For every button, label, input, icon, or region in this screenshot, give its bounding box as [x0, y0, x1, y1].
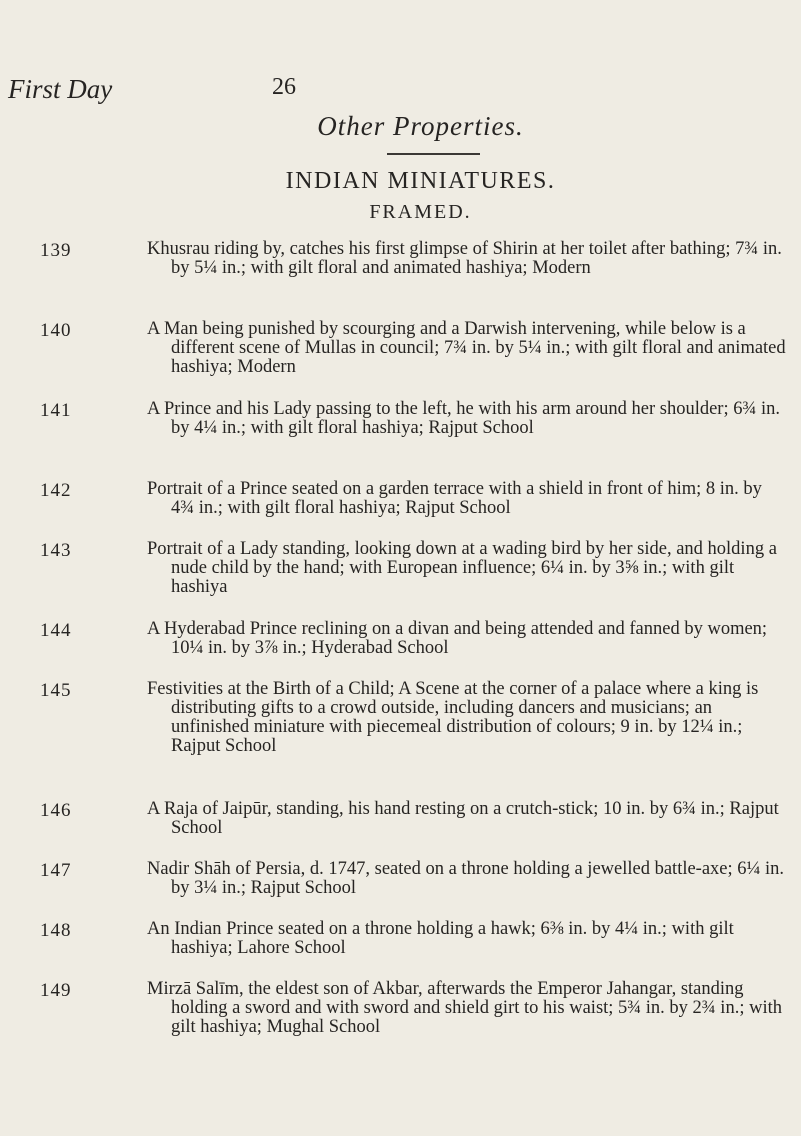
lot-number: 142: [40, 480, 72, 501]
lot-description: Portrait of a Prince seated on a garden terrace with a shield in front of him; 8 in. by 4¾ in.; with gilt floral hashiya; Rajput School: [147, 479, 762, 518]
lot-number: 147: [40, 860, 72, 881]
lot-description: Portrait of a Lady standing, looking down at a wading bird by her side, and holding a nude child by the hand; with European influence; 6¼ in. by 3⅝ in.; with gilt hashiya: [147, 539, 777, 597]
lot-number: 140: [40, 320, 72, 341]
lot-description: A Prince and his Lady passing to the left, he with his arm around her shoulder; 6¾ in. by 4¼ in.; with gilt floral hashiya; Rajput School: [147, 399, 780, 438]
lot-description: A Man being punished by scourging and a Darwish intervening, while below is a different scene of Mullas in council; 7¾ in. by 5¼ in.; with gilt floral and animated hashiya; Modern: [147, 319, 786, 377]
section-title: Other Properties.: [317, 111, 524, 141]
lot-description: Khusrau riding by, catches his first glimpse of Shirin at her toilet after bathing; 7¾ in. by 5¼ in.; with gilt floral and animated hashiya; Modern: [147, 239, 782, 278]
lot-number: 139: [40, 240, 72, 261]
category-title: INDIAN MINIATURES.: [285, 168, 556, 194]
lot-number: 141: [40, 400, 72, 421]
lot-description: Festivities at the Birth of a Child; A Scene at the corner of a palace where a king is distributing gifts to a crowd outside, including dancers and musicians; an unfinished miniature with piecemeal distribution of colours; 9 in. by 12¼ in.; Rajput School: [147, 679, 759, 756]
category-subtitle: FRAMED.: [369, 201, 472, 223]
lot-number: 144: [40, 620, 72, 641]
lot-description: Mirzā Salīm, the eldest son of Akbar, afterwards the Emperor Jahangar, standing holding a sword and with sword and shield girt to his waist; 5¾ in. by 2¾ in.; with gilt hashiya; Mughal School: [147, 979, 782, 1037]
running-header-day: First Day: [8, 74, 113, 104]
lot-number: 149: [40, 980, 72, 1001]
lot-number: 146: [40, 800, 72, 821]
lot-description: A Hyderabad Prince reclining on a divan and being attended and fanned by women; 10¼ in. by 3⅞ in.; Hyderabad School: [147, 619, 768, 658]
title-rule: [387, 153, 480, 155]
page-number: 26: [272, 74, 296, 100]
lot-description: Nadir Shāh of Persia, d. 1747, seated on a throne holding a jewelled battle-axe; 6¼ in. by 3¼ in.; Rajput School: [147, 859, 785, 898]
lot-description: An Indian Prince seated on a throne holding a hawk; 6⅜ in. by 4¼ in.; with gilt hashiya; Lahore School: [147, 919, 734, 958]
lot-description: A Raja of Jaipūr, standing, his hand resting on a crutch-stick; 10 in. by 6¾ in.; Rajput School: [147, 799, 779, 838]
lot-number: 148: [40, 920, 72, 941]
lot-number: 145: [40, 680, 72, 701]
lot-number: 143: [40, 540, 72, 561]
